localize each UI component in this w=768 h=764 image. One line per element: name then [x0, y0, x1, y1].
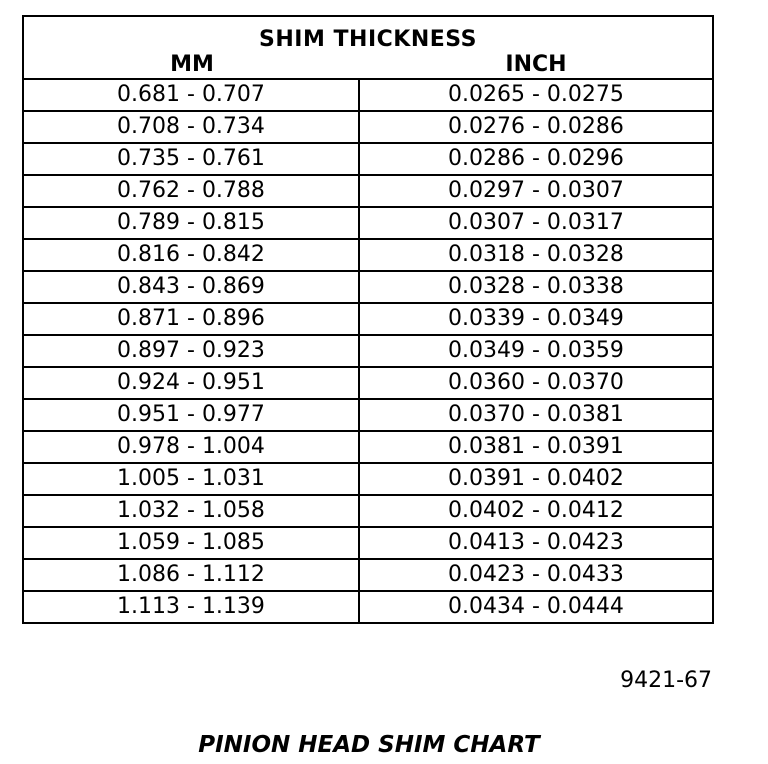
shim-chart-table [22, 15, 714, 624]
table-title: SHIM THICKNESS [259, 27, 477, 52]
cell-inch: 0.0328 - 0.0338 [359, 271, 713, 303]
cell-mm: 0.681 - 0.707 [23, 79, 359, 111]
table-row [23, 207, 713, 239]
cell-inch: 0.0286 - 0.0296 [359, 143, 713, 175]
cell-mm: 0.789 - 0.815 [23, 207, 359, 239]
cell-inch: 0.0370 - 0.0381 [359, 399, 713, 431]
table-row [23, 143, 713, 175]
cell-mm: 1.005 - 1.031 [23, 463, 359, 495]
cell-mm: 1.059 - 1.085 [23, 527, 359, 559]
cell-mm: 1.113 - 1.139 [23, 591, 359, 623]
cell-inch: 0.0402 - 0.0412 [359, 495, 713, 527]
table-row [23, 239, 713, 271]
cell-inch: 0.0276 - 0.0286 [359, 111, 713, 143]
table-header [23, 16, 713, 79]
table-row [23, 527, 713, 559]
cell-inch: 0.0349 - 0.0359 [359, 335, 713, 367]
table-body [23, 79, 713, 623]
cell-mm: 0.816 - 0.842 [23, 239, 359, 271]
cell-mm: 0.978 - 1.004 [23, 431, 359, 463]
cell-inch: 0.0307 - 0.0317 [359, 207, 713, 239]
cell-inch: 0.0360 - 0.0370 [359, 367, 713, 399]
column-header-inch: INCH [505, 52, 567, 77]
chart-caption: PINION HEAD SHIM CHART [198, 732, 540, 758]
table-row [23, 399, 713, 431]
table-row [23, 367, 713, 399]
table-row [23, 335, 713, 367]
table-row [23, 431, 713, 463]
cell-mm: 0.924 - 0.951 [23, 367, 359, 399]
table-row [23, 111, 713, 143]
table-row [23, 79, 713, 111]
table-row [23, 495, 713, 527]
cell-mm: 0.735 - 0.761 [23, 143, 359, 175]
cell-inch: 0.0413 - 0.0423 [359, 527, 713, 559]
cell-mm: 0.708 - 0.734 [23, 111, 359, 143]
cell-mm: 1.032 - 1.058 [23, 495, 359, 527]
cell-inch: 0.0339 - 0.0349 [359, 303, 713, 335]
table-row [23, 303, 713, 335]
table-row [23, 559, 713, 591]
cell-mm: 1.086 - 1.112 [23, 559, 359, 591]
cell-mm: 0.762 - 0.788 [23, 175, 359, 207]
cell-inch: 0.0423 - 0.0433 [359, 559, 713, 591]
table-row [23, 591, 713, 623]
cell-mm: 0.897 - 0.923 [23, 335, 359, 367]
figure-code: 9421-67 [620, 668, 712, 693]
cell-mm: 0.871 - 0.896 [23, 303, 359, 335]
table-row [23, 175, 713, 207]
cell-mm: 0.843 - 0.869 [23, 271, 359, 303]
cell-inch: 0.0381 - 0.0391 [359, 431, 713, 463]
table-row [23, 463, 713, 495]
column-header-mm: MM [170, 52, 214, 77]
cell-inch: 0.0297 - 0.0307 [359, 175, 713, 207]
cell-mm: 0.951 - 0.977 [23, 399, 359, 431]
cell-inch: 0.0391 - 0.0402 [359, 463, 713, 495]
cell-inch: 0.0265 - 0.0275 [359, 79, 713, 111]
cell-inch: 0.0318 - 0.0328 [359, 239, 713, 271]
cell-inch: 0.0434 - 0.0444 [359, 591, 713, 623]
table-row [23, 271, 713, 303]
